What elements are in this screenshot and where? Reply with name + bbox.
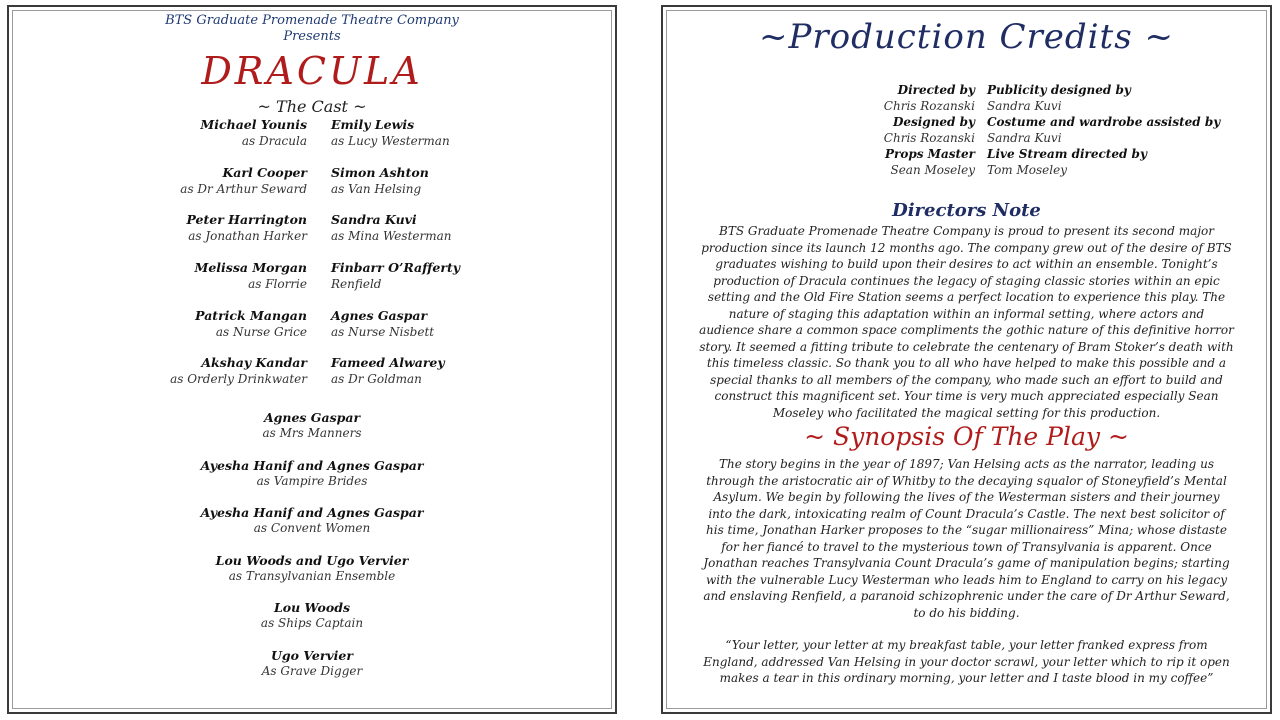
credit-label: Live Stream directed by: [987, 147, 1147, 161]
text-line: with the vulnerable Lucy Westerman who leads him to England to carry on his legacy: [706, 572, 1227, 587]
cast-ensemble-entry: [9, 410, 615, 440]
cast-member-name: Agnes Gaspar: [263, 410, 361, 425]
cast-member-role: as Jonathan Harker: [188, 229, 307, 243]
synopsis-text: [673, 456, 1260, 621]
cast-member-name: Michael Younis: [200, 117, 307, 132]
cast-member-role: as Convent Women: [253, 521, 371, 535]
cast-member-role: As Grave Digger: [261, 664, 363, 678]
credit-row: [663, 147, 1270, 179]
cast-member-role: as Mina Westerman: [331, 229, 452, 243]
cast-member-role: as Van Helsing: [331, 182, 422, 196]
credits-title: ~Production Credits ~: [759, 17, 1174, 57]
cast-member-role: as Dr Arthur Seward: [180, 182, 307, 196]
text-line: nature of staging this adaptation within an informal setting, where actors and: [728, 306, 1205, 321]
cast-member-role: as Dracula: [241, 134, 307, 148]
cast-member-role: as Florrie: [248, 277, 307, 291]
text-line: and enslaving Renfield, a paranoid schizophrenic under the care of Dr Arthur Seward,: [703, 589, 1230, 603]
cast-member-name: Simon Ashton: [331, 165, 429, 180]
cast-member-name: Lou Woods and Ugo Vervier: [215, 553, 409, 568]
credit-label: Costume and wardrobe assisted by: [987, 115, 1221, 129]
text-line: construct this magnificent set. Your time is very much appreciated especially Sean: [714, 389, 1219, 403]
text-line: graduates wishing to build upon their desires to act within an ensemble. Tonight’s: [715, 257, 1218, 271]
cast-member-name: Ayesha Hanif and Agnes Gaspar: [200, 505, 424, 520]
cast-member-role: as Orderly Drinkwater: [170, 372, 307, 386]
text-line: this timeless classic. So thank you to all who have helped to make this possible and a: [706, 356, 1227, 370]
cast-ensemble-entry: [9, 458, 615, 488]
cast-pair: [9, 308, 615, 356]
text-line: England, addressed Van Helsing in your doctor scrawl, your letter which to rip it open: [703, 654, 1230, 669]
cast-member-name: Agnes Gaspar: [331, 308, 428, 323]
credit-label: Publicity designed by: [987, 83, 1131, 97]
directors-note-title: Directors Note: [892, 200, 1041, 221]
text-line: production of Dracula continues the legacy of staging classic stories within an epic: [713, 273, 1220, 288]
cast-ensemble-entry: [9, 600, 615, 630]
credits-page: [661, 5, 1272, 714]
synopsis-title: ~ Synopsis Of The Play ~: [804, 422, 1129, 451]
text-line: BTS Graduate Promenade Theatre Company is proud to present its second major: [719, 224, 1214, 238]
cast-pair: [9, 165, 615, 213]
cast-ensemble-entry: [9, 505, 615, 535]
cast-member-role: as Mrs Manners: [262, 426, 362, 440]
cast-member-role: as Ships Captain: [260, 616, 364, 630]
cast-pair: [9, 117, 615, 165]
text-line: to do his bidding.: [913, 605, 1020, 620]
cast-pair: [9, 260, 615, 308]
credit-label: Designed by: [892, 115, 975, 129]
cast-member-name: Akshay Kandar: [201, 355, 307, 370]
cast-member-name: Emily Lewis: [331, 117, 415, 132]
text-line: story. It seemed a fitting tribute to celebrate the centenary of Bram Stoker’s death with: [699, 339, 1234, 354]
cast-member-role: as Nurse Nisbett: [331, 325, 435, 339]
directors-note-text: [673, 223, 1260, 421]
credit-name: Chris Rozanski: [883, 99, 975, 113]
text-line: setting and the Old Fire Station seems a perfect location to experience this play. The: [707, 290, 1226, 304]
cast-pair: [9, 355, 615, 403]
cast-member-role: as Vampire Brides: [256, 474, 368, 488]
cast-member-name: Peter Harrington: [186, 212, 307, 227]
company-line: BTS Graduate Promenade Theatre Company: [165, 13, 459, 28]
cast-member-name: Karl Cooper: [222, 165, 307, 180]
text-line: Jonathan reaches Transylvania Count Dracula’s game of manipulation begins; starting: [703, 556, 1230, 570]
text-line: The story begins in the year of 1897; Van Helsing acts as the narrator, leading us: [719, 457, 1214, 471]
cast-heading: ~ The Cast ~: [257, 97, 367, 116]
text-line: his time, Jonathan Harker proposes to the “sugar millionairess” Mina; whose distaste: [706, 523, 1227, 537]
text-line: for her fiancé to travel to the mysterious town of Transylvania is apparent. Once: [721, 539, 1212, 554]
cast-member-name: Lou Woods: [273, 600, 351, 615]
text-line: makes a tear in this ordinary morning, your letter and I taste blood in my coffee”: [719, 671, 1214, 685]
credit-name: Sandra Kuvi: [987, 99, 1062, 113]
credit-name: Chris Rozanski: [883, 131, 975, 145]
cast-ensemble-entry: [9, 553, 615, 583]
credit-row: [663, 83, 1270, 115]
text-line: Asylum. We begin by following the lives of the Westerman sisters and their journey: [713, 490, 1220, 504]
text-line: through the aristocratic air of Whitby to the decaying squalor of Stoneyfield’s Mental: [706, 473, 1227, 488]
cast-member-name: Ayesha Hanif and Agnes Gaspar: [200, 458, 424, 473]
cast-member-name: Sandra Kuvi: [331, 212, 417, 227]
cast-member-role: as Dr Goldman: [331, 372, 422, 386]
cast-page: [7, 5, 617, 714]
cast-member-name: Finbarr O’Rafferty: [331, 260, 461, 275]
text-line: audience share a common space compliments the gothic nature of this definitive horror: [699, 323, 1234, 337]
text-line: Moseley who facilitated the magical setting for this production.: [772, 405, 1161, 420]
cast-member-name: Patrick Mangan: [195, 308, 307, 323]
cast-member-name: Melissa Morgan: [194, 260, 307, 275]
cast-member-role: Renfield: [331, 277, 382, 291]
cast-ensemble-entry: [9, 648, 615, 678]
credit-label: Directed by: [897, 83, 975, 97]
cast-member-name: Ugo Vervier: [271, 648, 353, 663]
credit-label: Props Master: [885, 147, 975, 161]
credit-name: Sean Moseley: [890, 163, 975, 177]
cast-member-role: as Lucy Westerman: [331, 134, 450, 148]
cast-member-name: Fameed Alwarey: [331, 355, 445, 370]
text-line: into the dark, intoxicating realm of Count Dracula’s Castle. The next best solicitor of: [708, 506, 1225, 521]
credit-name: Sandra Kuvi: [987, 131, 1062, 145]
quote-text: [673, 637, 1260, 687]
text-line: production since its launch 12 months ago. The company grew out of the desire of BTS: [701, 240, 1232, 255]
text-line: special thanks to all members of the company, who made such an effort to build and: [710, 372, 1223, 387]
text-line: “Your letter, your letter at my breakfast table, your letter franked express from: [725, 638, 1208, 652]
presents-line: Presents: [283, 29, 341, 44]
cast-member-role: as Nurse Grice: [215, 325, 307, 339]
credit-row: [663, 115, 1270, 147]
cast-member-role: as Transylvanian Ensemble: [228, 569, 396, 583]
cast-pair: [9, 212, 615, 260]
credit-name: Tom Moseley: [987, 163, 1067, 177]
play-title: DRACULA: [201, 49, 423, 93]
